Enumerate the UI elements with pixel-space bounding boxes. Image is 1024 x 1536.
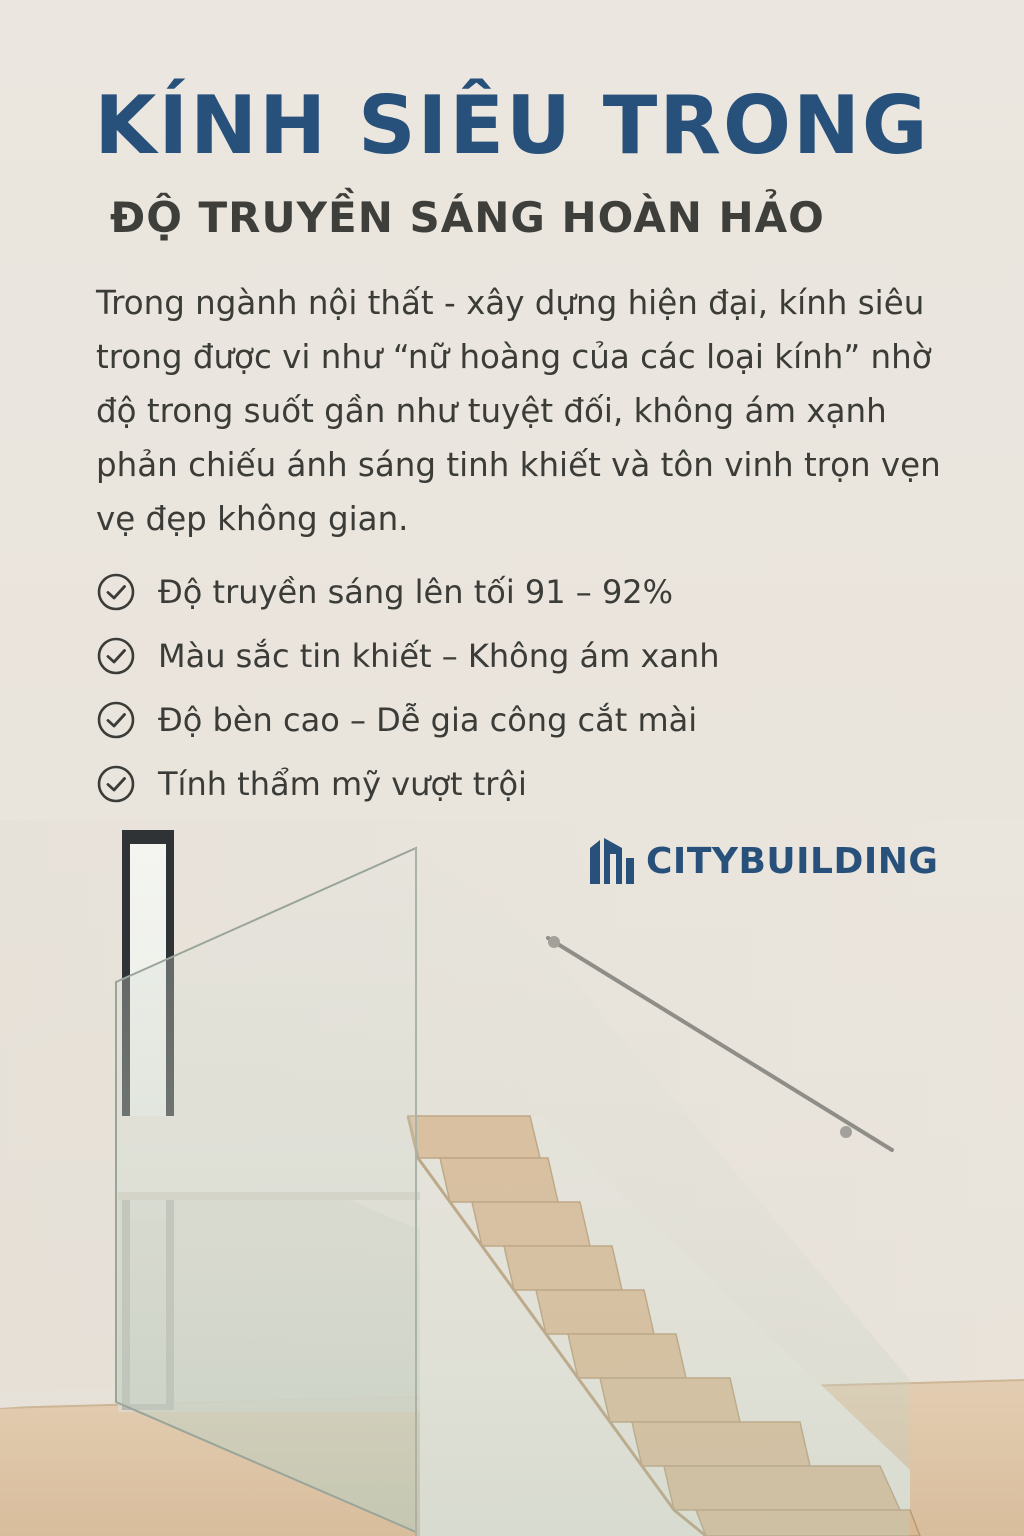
check-circle-icon <box>96 700 136 740</box>
glass-staircase-illustration <box>0 820 1024 1536</box>
building-logo-icon <box>586 836 636 886</box>
feature-item <box>96 688 720 752</box>
intro-line: độ trong suốt gần như tuyệt đối, không ám xạnh <box>96 392 887 430</box>
intro-line: phản chiếu ánh sáng tinh khiết và tôn vinh trọn vẹn <box>96 446 941 484</box>
feature-label: Độ bèn cao – Dễ gia công cắt mài <box>158 701 698 739</box>
feature-label: Tính thẩm mỹ vượt trội <box>158 765 527 803</box>
feature-list <box>96 560 720 816</box>
feature-item <box>96 752 720 816</box>
feature-label: Màu sắc tin khiết – Không ám xanh <box>158 637 720 675</box>
feature-item <box>96 624 720 688</box>
intro-line: vẹ đẹp không gian. <box>96 500 409 538</box>
intro-paragraph <box>96 276 976 546</box>
check-circle-icon <box>96 636 136 676</box>
page-subtitle: ĐỘ TRUYỀN SÁNG HOÀN HẢO <box>110 193 825 242</box>
feature-item <box>96 560 720 624</box>
intro-line: Trong ngành nội thất - xây dựng hiện đại, kính siêu <box>96 284 925 322</box>
check-circle-icon <box>96 572 136 612</box>
intro-line: trong được vi như “nữ hoàng của các loại kính” nhờ <box>96 338 932 376</box>
feature-label: Độ truyền sáng lên tối 91 – 92% <box>158 573 674 611</box>
brand-logo <box>586 836 938 886</box>
page-title: KÍNH SIÊU TRONG <box>94 79 930 172</box>
brand-name: CITYBUILDING <box>646 840 939 882</box>
check-circle-icon <box>96 764 136 804</box>
